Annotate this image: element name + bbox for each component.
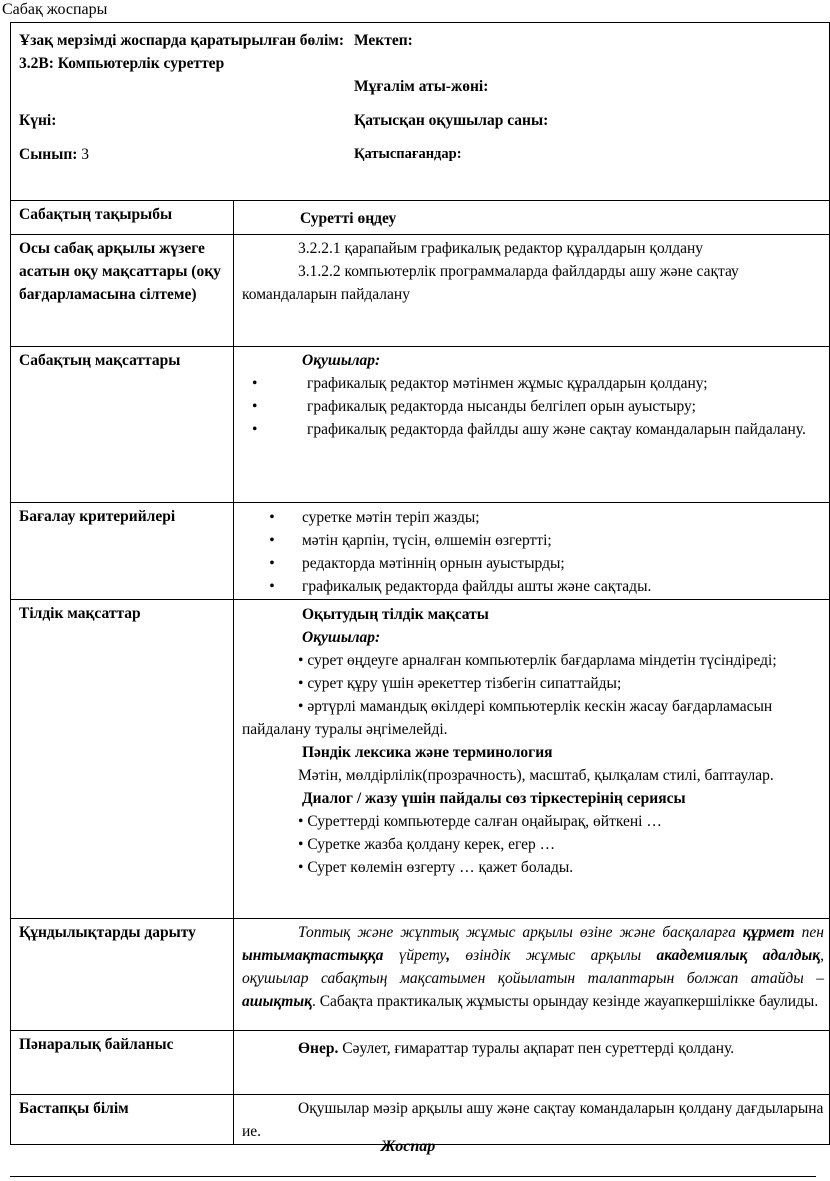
teacher-label: Мұғалім аты-жөні: [354,78,489,95]
language-row [11,600,830,919]
document-title: Сабақ жоспары [2,1,108,18]
criteria-bullet: • суретке мәтін теріп жазды; [269,509,480,526]
vocab-heading: Пәндік лексика және терминология [302,744,553,761]
dialog-bullet: • Суреттерді компьютерде салған оңайырақ, өйткені … [298,813,662,830]
lesson-plan-table [10,22,830,1145]
criteria-bullet: • графикалық редакторда файлды ашты және сақтады. [269,578,652,595]
dialog-bullet: • Сурет көлемін өзгерту … қажет болады. [298,859,574,876]
topic-row [11,201,830,235]
objectives-row [11,235,830,347]
topic-label: Сабақтың тақырыбы [11,201,234,235]
objective-1: 3.2.2.1 қарапайым графикалық редактор құралдарын қолдану [298,240,704,257]
objectives-label: Осы сабақ арқылы жүзеге асатын оқу мақсаттары (оқу бағдарламасына сілтеме) [11,235,234,347]
goal-bullet: • графикалық редакторда нысанды белгілеп орын ауыстыру; [252,398,696,415]
header-cell [11,23,830,201]
goal-bullet: • графикалық редактор мәтінмен жұмыс құралдарын қолдану; [252,375,708,392]
school-label: Мектеп: [354,32,413,49]
vocab-text: Мәтін, мөлдірлілік(прозрачность), масштаб, қылқалам стилі, баптаулар. [298,767,774,784]
language-bullet: • әртүрлі мамандық өкілдері компьютерлік кескін жасау бағдарламасын пайдалану туралы әңгімелейді. [242,698,773,738]
class-label: Сынып: [19,146,78,163]
dialog-bullet: • Суретке жазба қолдану керек, егер … [298,836,556,853]
language-students: Оқушылар: [302,629,381,646]
goal-bullet: • графикалық редакторда файлды ашу және сақтау командаларын пайдалану. [252,421,806,438]
class-value: 3 [81,146,90,163]
goals-label: Сабақтың мақсаттары [11,347,234,503]
criteria-label: Бағалау критерийлері [11,503,234,600]
objective-2: 3.1.2.2 компьютерлік программаларда файлдарды ашу және сақтау командаларын пайдалану [242,263,739,303]
prior-text: Оқушылар мәзір арқылы ашу және сақтау командаларын қолдану дағдыларына ие. [234,1095,830,1145]
values-label: Құндылықтарды дарыту [11,919,234,1031]
criteria-bullet: • редакторда мәтіннің орнын ауыстырды; [269,555,565,572]
criteria-bullet: • мәтін қарпін, түсін, өлшемін өзгертті; [269,532,552,549]
interdisciplinary-text: Өнер. Сәулет, ғимараттар туралы ақпарат пен суреттерді қолдану. [234,1031,830,1095]
footer-divider [10,1176,816,1177]
values-text: Топтық және жұптық жұмыс арқылы өзіне және басқаларға құрмет пен ынтымақтастыққа үйрету, өзіндік жұмыс арқылы академиялық адалдық, оқушылар сабақтың мақсатымен қойылатын талаптарын болжап атайды –ашықтық. Сабақта практикалық жұмысты орындау кезінде жауапкершілікке баулиды. [234,919,830,1031]
language-label: Тілдік мақсаттар [11,600,234,919]
language-heading: Оқытудың тілдік мақсаты [302,606,489,623]
plan-heading: Жоспар [380,1138,436,1155]
language-bullet: • сурет құру үшін әрекеттер тізбегін сипаттайды; [298,675,622,692]
prior-label: Бастапқы білім [11,1095,234,1145]
goals-students: Оқушылар: [302,352,381,369]
absent-label: Қатыспағандар: [354,146,462,162]
section-label: Ұзақ мерзімді жоспарда қаратырылған бөлім: [19,32,344,49]
criteria-row [11,503,830,600]
interdisciplinary-row [11,1031,830,1095]
header-row [11,23,830,201]
section-value: 3.2В: Компьютерлік суреттер [19,55,225,72]
present-label: Қатысқан оқушылар саны: [354,112,549,129]
date-label: Күні: [19,112,57,129]
goals-row [11,347,830,503]
interdisciplinary-label: Пәнаралық байланыс [11,1031,234,1095]
values-row [11,919,830,1031]
dialog-heading: Диалог / жазу үшін пайдалы сөз тіркестерінің сериясы [302,790,686,807]
language-bullet: • сурет өңдеуге арналған компьютерлік бағдарлама міндетін түсіндіреді; [298,652,777,669]
topic-value: Суретті өңдеу [234,201,830,235]
